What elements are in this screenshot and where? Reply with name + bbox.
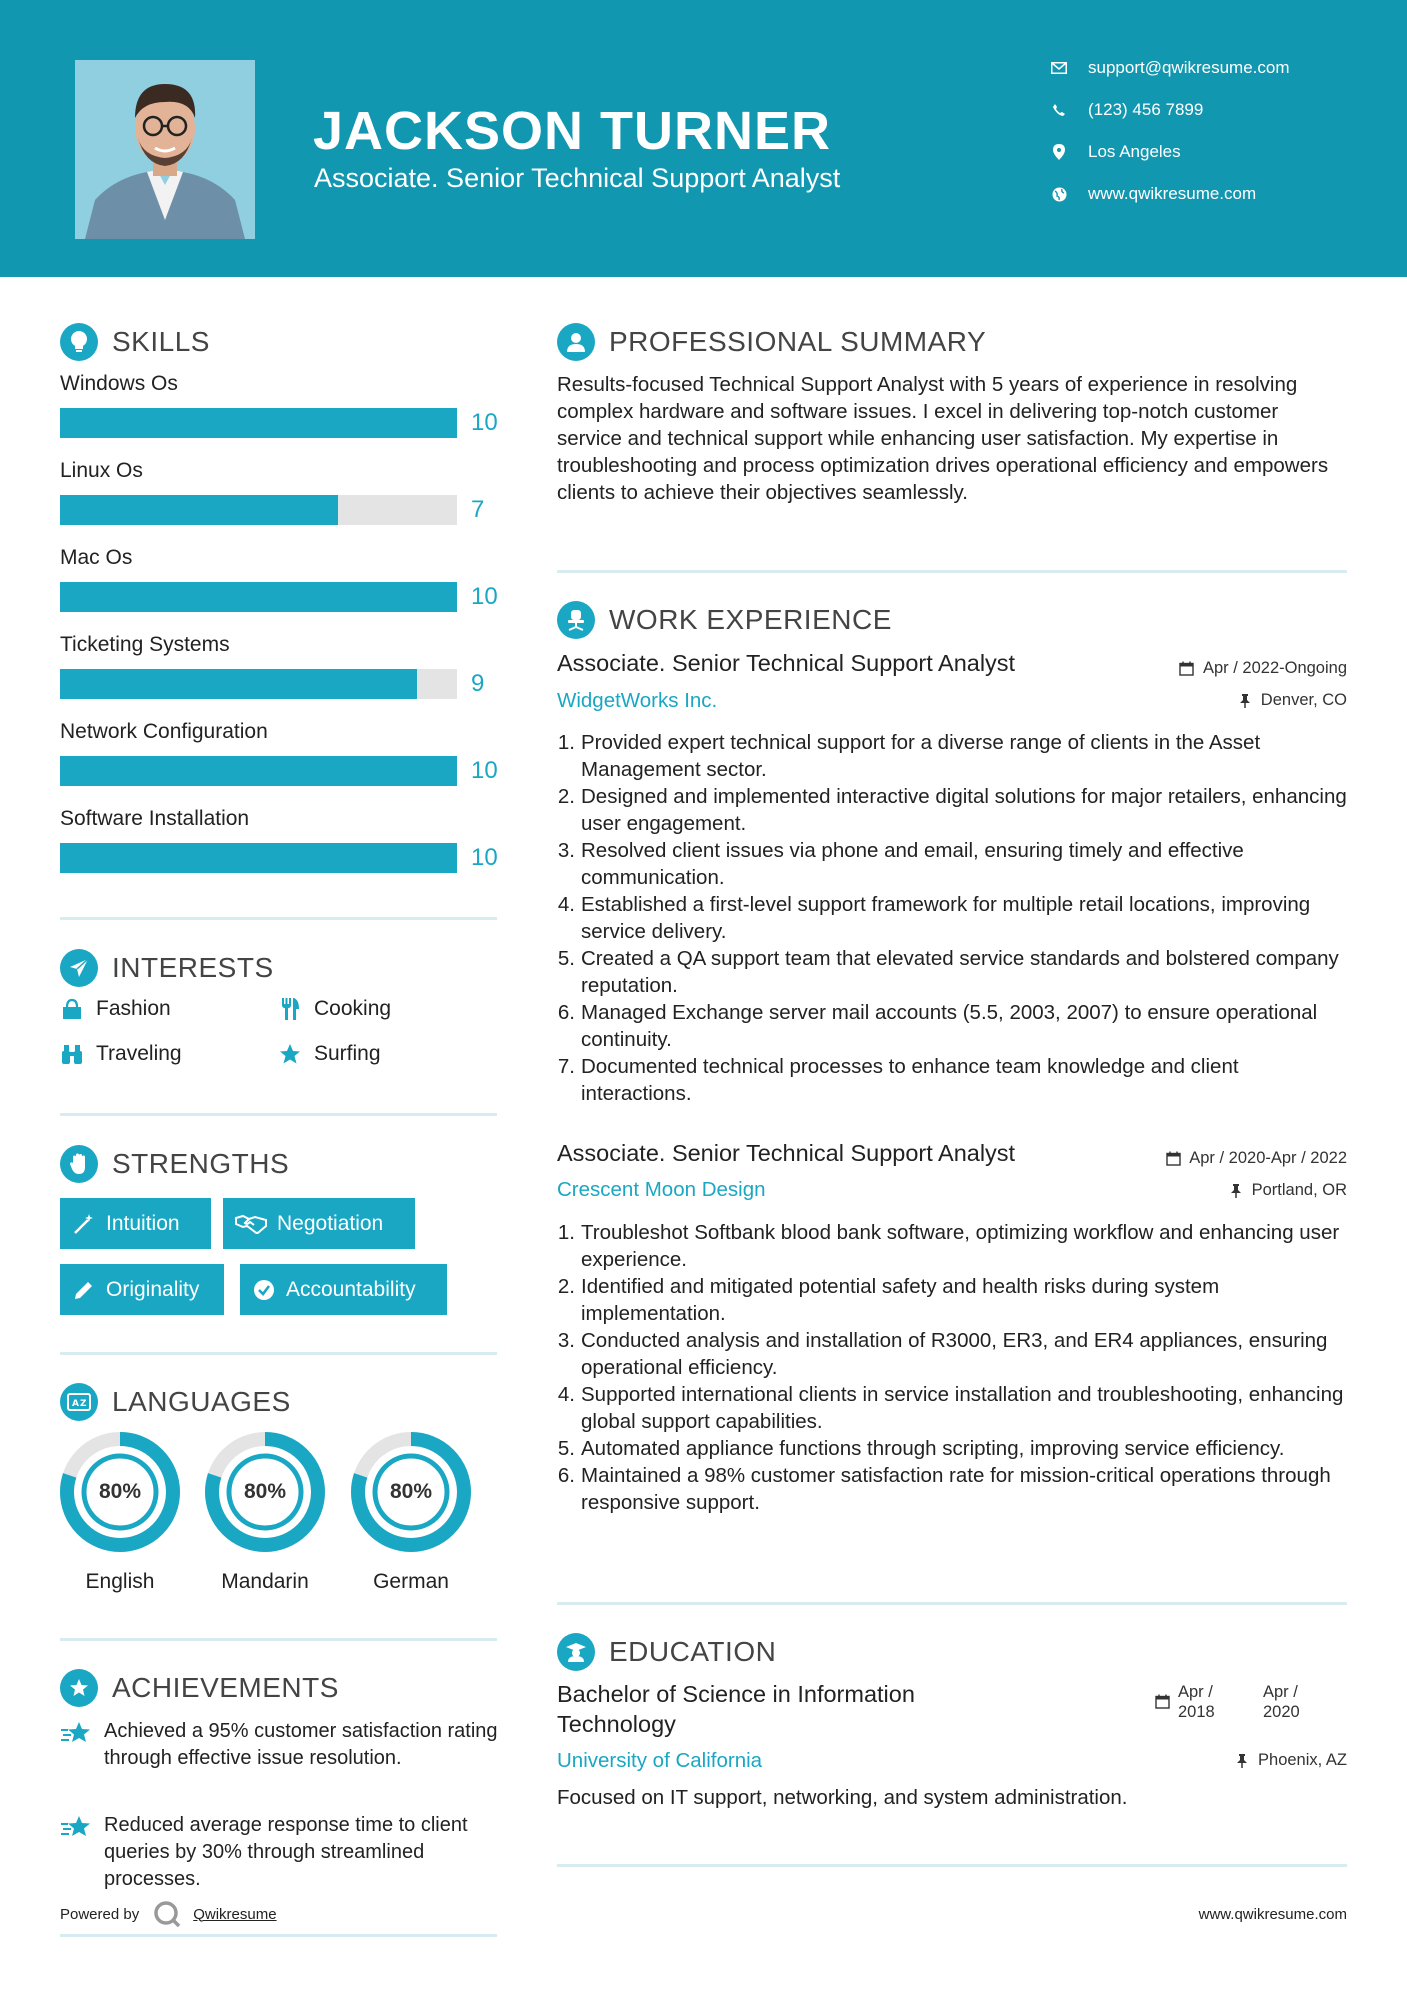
strength-negotiation: Negotiation: [223, 1198, 415, 1249]
language-item: [203, 1430, 327, 1593]
job-bullet-item: 5. Automated appliance functions through scripting, improving service efficiency.: [557, 1437, 1285, 1460]
skill-bar: [60, 582, 457, 612]
achievement-item: Achieved a 95% customer satisfaction rating through effective issue resolution.: [60, 1718, 500, 1772]
location-icon: [1050, 143, 1068, 161]
skills-heading: SKILLS: [60, 323, 210, 361]
resume-header: [0, 0, 1407, 277]
skill-label: Ticketing Systems: [60, 633, 230, 656]
strengths-heading: STRENGTHS: [60, 1145, 289, 1183]
contact-email-text: support@qwikresume.com: [1088, 58, 1290, 77]
job-bullets: [553, 729, 1353, 1107]
job-bullet-item: 4. Established a first-level support framework for multiple retail locations, improving service delivery.: [557, 893, 1311, 943]
pushpin-icon: [1228, 1183, 1244, 1199]
handshake-icon: [235, 1212, 267, 1236]
office-chair-icon: [557, 601, 595, 639]
contact-location: [1050, 142, 1181, 162]
interest-cooking: Cooking: [278, 997, 391, 1021]
graduate-icon: [557, 1633, 595, 1671]
language-name: Mandarin: [221, 1570, 309, 1593]
shooting-star-icon: [60, 1718, 92, 1750]
skill-value: 10: [471, 844, 498, 871]
company-name: Crescent Moon Design: [557, 1178, 766, 1201]
skill-bar-fill: [60, 408, 457, 438]
job-location: Denver, CO: [1237, 691, 1347, 710]
job-bullet-item: 2. Designed and implemented interactive digital solutions for major retailers, enhancing user engagement.: [557, 785, 1347, 835]
skill-bar: [60, 756, 457, 786]
education-school: University of California: [557, 1749, 763, 1772]
job-dates: Apr / 2020-Apr / 2022: [1165, 1149, 1347, 1168]
job-bullet-item: 6. Managed Exchange server mail accounts (5.5, 2003, 2007) to ensure operational continuity.: [557, 1001, 1318, 1051]
skill-label: Software Installation: [60, 807, 250, 830]
calendar-icon: [1165, 1151, 1181, 1167]
strength-originality: Originality: [60, 1264, 224, 1315]
interest-traveling: Traveling: [60, 1042, 182, 1066]
divider: [60, 1113, 497, 1116]
divider: [60, 1934, 497, 1937]
education-location: Phoenix, AZ: [1234, 1751, 1347, 1770]
globe-icon: [1050, 185, 1068, 203]
strength-accountability: Accountability: [240, 1264, 447, 1315]
profile-photo: [75, 60, 255, 239]
hand-icon: [60, 1145, 98, 1183]
education-date-start: Apr / 2018: [1178, 1683, 1215, 1721]
job-bullet-item: 1. Provided expert technical support for a diverse range of clients in the Asset Management sector.: [557, 731, 1261, 781]
language-name: English: [85, 1570, 155, 1593]
shopping-bag-icon: [60, 997, 84, 1021]
language-percent: 80%: [389, 1480, 433, 1503]
company-name: WidgetWorks Inc.: [557, 689, 718, 712]
calendar-icon: [1179, 661, 1195, 677]
job-bullet-item: 6. Maintained a 98% customer satisfaction rate for mission-critical operations through responsive support.: [557, 1464, 1331, 1514]
contact-phone-text: (123) 456 7899: [1088, 100, 1204, 119]
skill-bar: [60, 408, 457, 438]
skill-bar-fill: [60, 495, 338, 525]
divider: [557, 570, 1347, 573]
pushpin-icon: [1234, 1753, 1250, 1769]
skill-value: 10: [471, 757, 498, 784]
job-bullet-item: 4. Supported international clients in service installation and troubleshooting, enhancing global support capabilities.: [557, 1383, 1344, 1433]
phone-icon: [1050, 101, 1068, 119]
candidate-title: Associate. Senior Technical Support Analyst: [314, 163, 841, 193]
award-star-icon: [60, 1669, 98, 1707]
divider: [557, 1864, 1347, 1867]
job-bullet-item: 3. Conducted analysis and installation of R3000, ER3, and ER4 appliances, ensuring operational efficiency.: [557, 1329, 1328, 1379]
star-icon: [278, 1042, 302, 1066]
job-dates: Apr / 2022-Ongoing: [1179, 659, 1347, 678]
job-location: Portland, OR: [1228, 1181, 1347, 1200]
achievement-item: Reduced average response time to client queries by 30% through streamlined processes.: [60, 1812, 500, 1893]
mail-icon: [1050, 59, 1068, 77]
skill-bar-fill: [60, 843, 457, 873]
skill-bar: [60, 669, 457, 699]
strength-intuition: Intuition: [60, 1198, 211, 1249]
divider: [557, 1602, 1347, 1605]
skill-value: 10: [471, 583, 498, 610]
skill-value: 7: [471, 496, 485, 523]
paper-plane-icon: [60, 949, 98, 987]
job-title: Associate. Senior Technical Support Analyst: [557, 650, 1016, 676]
skill-value: 10: [471, 409, 498, 436]
footer-website[interactable]: www.qwikresume.com: [1198, 1906, 1347, 1923]
contact-website[interactable]: [1050, 184, 1256, 204]
skill-bar: [60, 843, 457, 873]
divider: [60, 1352, 497, 1355]
language-card-icon: [60, 1383, 98, 1421]
magic-wand-icon: [72, 1212, 96, 1236]
languages-heading: A Z LANGUAGES: [60, 1383, 291, 1421]
skill-bar-fill: [60, 756, 457, 786]
summary-text: Results-focused Technical Support Analyst with 5 years of experience in resolving complex hardware and software issues. I excel in delivering top-notch customer service and technical support while enhancing user satisfaction. My expertise in troubleshooting and process optimization drives operational efficiency and empowers clients to achieve their objectives seamlessly.: [557, 373, 1329, 504]
binoculars-icon: [60, 1042, 84, 1066]
experience-heading: WORK EXPERIENCE: [557, 601, 892, 639]
education-heading: EDUCATION: [557, 1633, 776, 1671]
job-bullet-item: 7. Documented technical processes to enhance team knowledge and client interactions.: [557, 1055, 1239, 1105]
cutlery-icon: [278, 997, 302, 1021]
skill-bar: [60, 495, 457, 525]
interest-fashion: Fashion: [60, 997, 171, 1021]
divider: [60, 1638, 497, 1641]
language-name: German: [373, 1570, 449, 1593]
education-degree: Bachelor of Science in Information Technology: [557, 1681, 915, 1737]
contact-phone[interactable]: [1050, 100, 1203, 120]
interests-heading: INTERESTS: [60, 949, 274, 987]
shooting-star-icon: [60, 1812, 92, 1844]
pencil-icon: [72, 1278, 96, 1302]
candidate-name: JACKSON TURNER: [313, 101, 832, 161]
language-item: [349, 1430, 473, 1593]
language-percent: 80%: [98, 1480, 142, 1503]
language-percent: 80%: [243, 1480, 287, 1503]
divider: [60, 917, 497, 920]
job-bullet-item: 1. Troubleshot Softbank blood bank software, optimizing workflow and enhancing user experience.: [557, 1221, 1340, 1271]
summary-heading: PROFESSIONAL SUMMARY: [557, 323, 986, 361]
language-item: [58, 1430, 182, 1593]
qwikresume-link[interactable]: Qwikresume: [193, 1905, 277, 1923]
contact-website-text: www.qwikresume.com: [1088, 184, 1257, 203]
skill-label: Linux Os: [60, 459, 143, 482]
skill-label: Network Configuration: [60, 720, 268, 743]
svg-text:A: A: [72, 1399, 80, 1409]
job-bullet-item: 3. Resolved client issues via phone and email, ensuring timely and effective communication.: [557, 839, 1244, 889]
powered-by: Powered by Qwikresume: [60, 1900, 277, 1928]
achievements-heading: ACHIEVEMENTS: [60, 1669, 339, 1707]
education-description: Focused on IT support, networking, and system administration.: [557, 1786, 1128, 1809]
skill-label: Windows Os: [60, 372, 178, 395]
svg-text:Z: Z: [80, 1399, 88, 1409]
skill-bar-fill: [60, 669, 417, 699]
interest-surfing: Surfing: [278, 1042, 381, 1066]
qwikresume-logo-icon: [153, 1900, 181, 1928]
job-bullets: [553, 1219, 1353, 1516]
job-bullet-item: 2. Identified and mitigated potential safety and health risks during system implementation.: [557, 1275, 1220, 1325]
contact-email[interactable]: [1050, 58, 1290, 78]
education-date-end: Apr / 2020: [1263, 1683, 1300, 1721]
user-icon: [557, 323, 595, 361]
job-bullet-item: 5. Created a QA support team that elevated service standards and bolstered company reputation.: [557, 947, 1339, 997]
skill-bar-fill: [60, 582, 457, 612]
skill-label: Mac Os: [60, 546, 133, 569]
skill-value: 9: [471, 670, 485, 697]
lightbulb-icon: [60, 323, 98, 361]
check-circle-icon: [252, 1278, 276, 1302]
job-title: Associate. Senior Technical Support Analyst: [557, 1140, 1016, 1166]
calendar-icon: [1155, 1694, 1170, 1714]
contact-location-text: Los Angeles: [1088, 142, 1181, 161]
pushpin-icon: [1237, 693, 1253, 709]
